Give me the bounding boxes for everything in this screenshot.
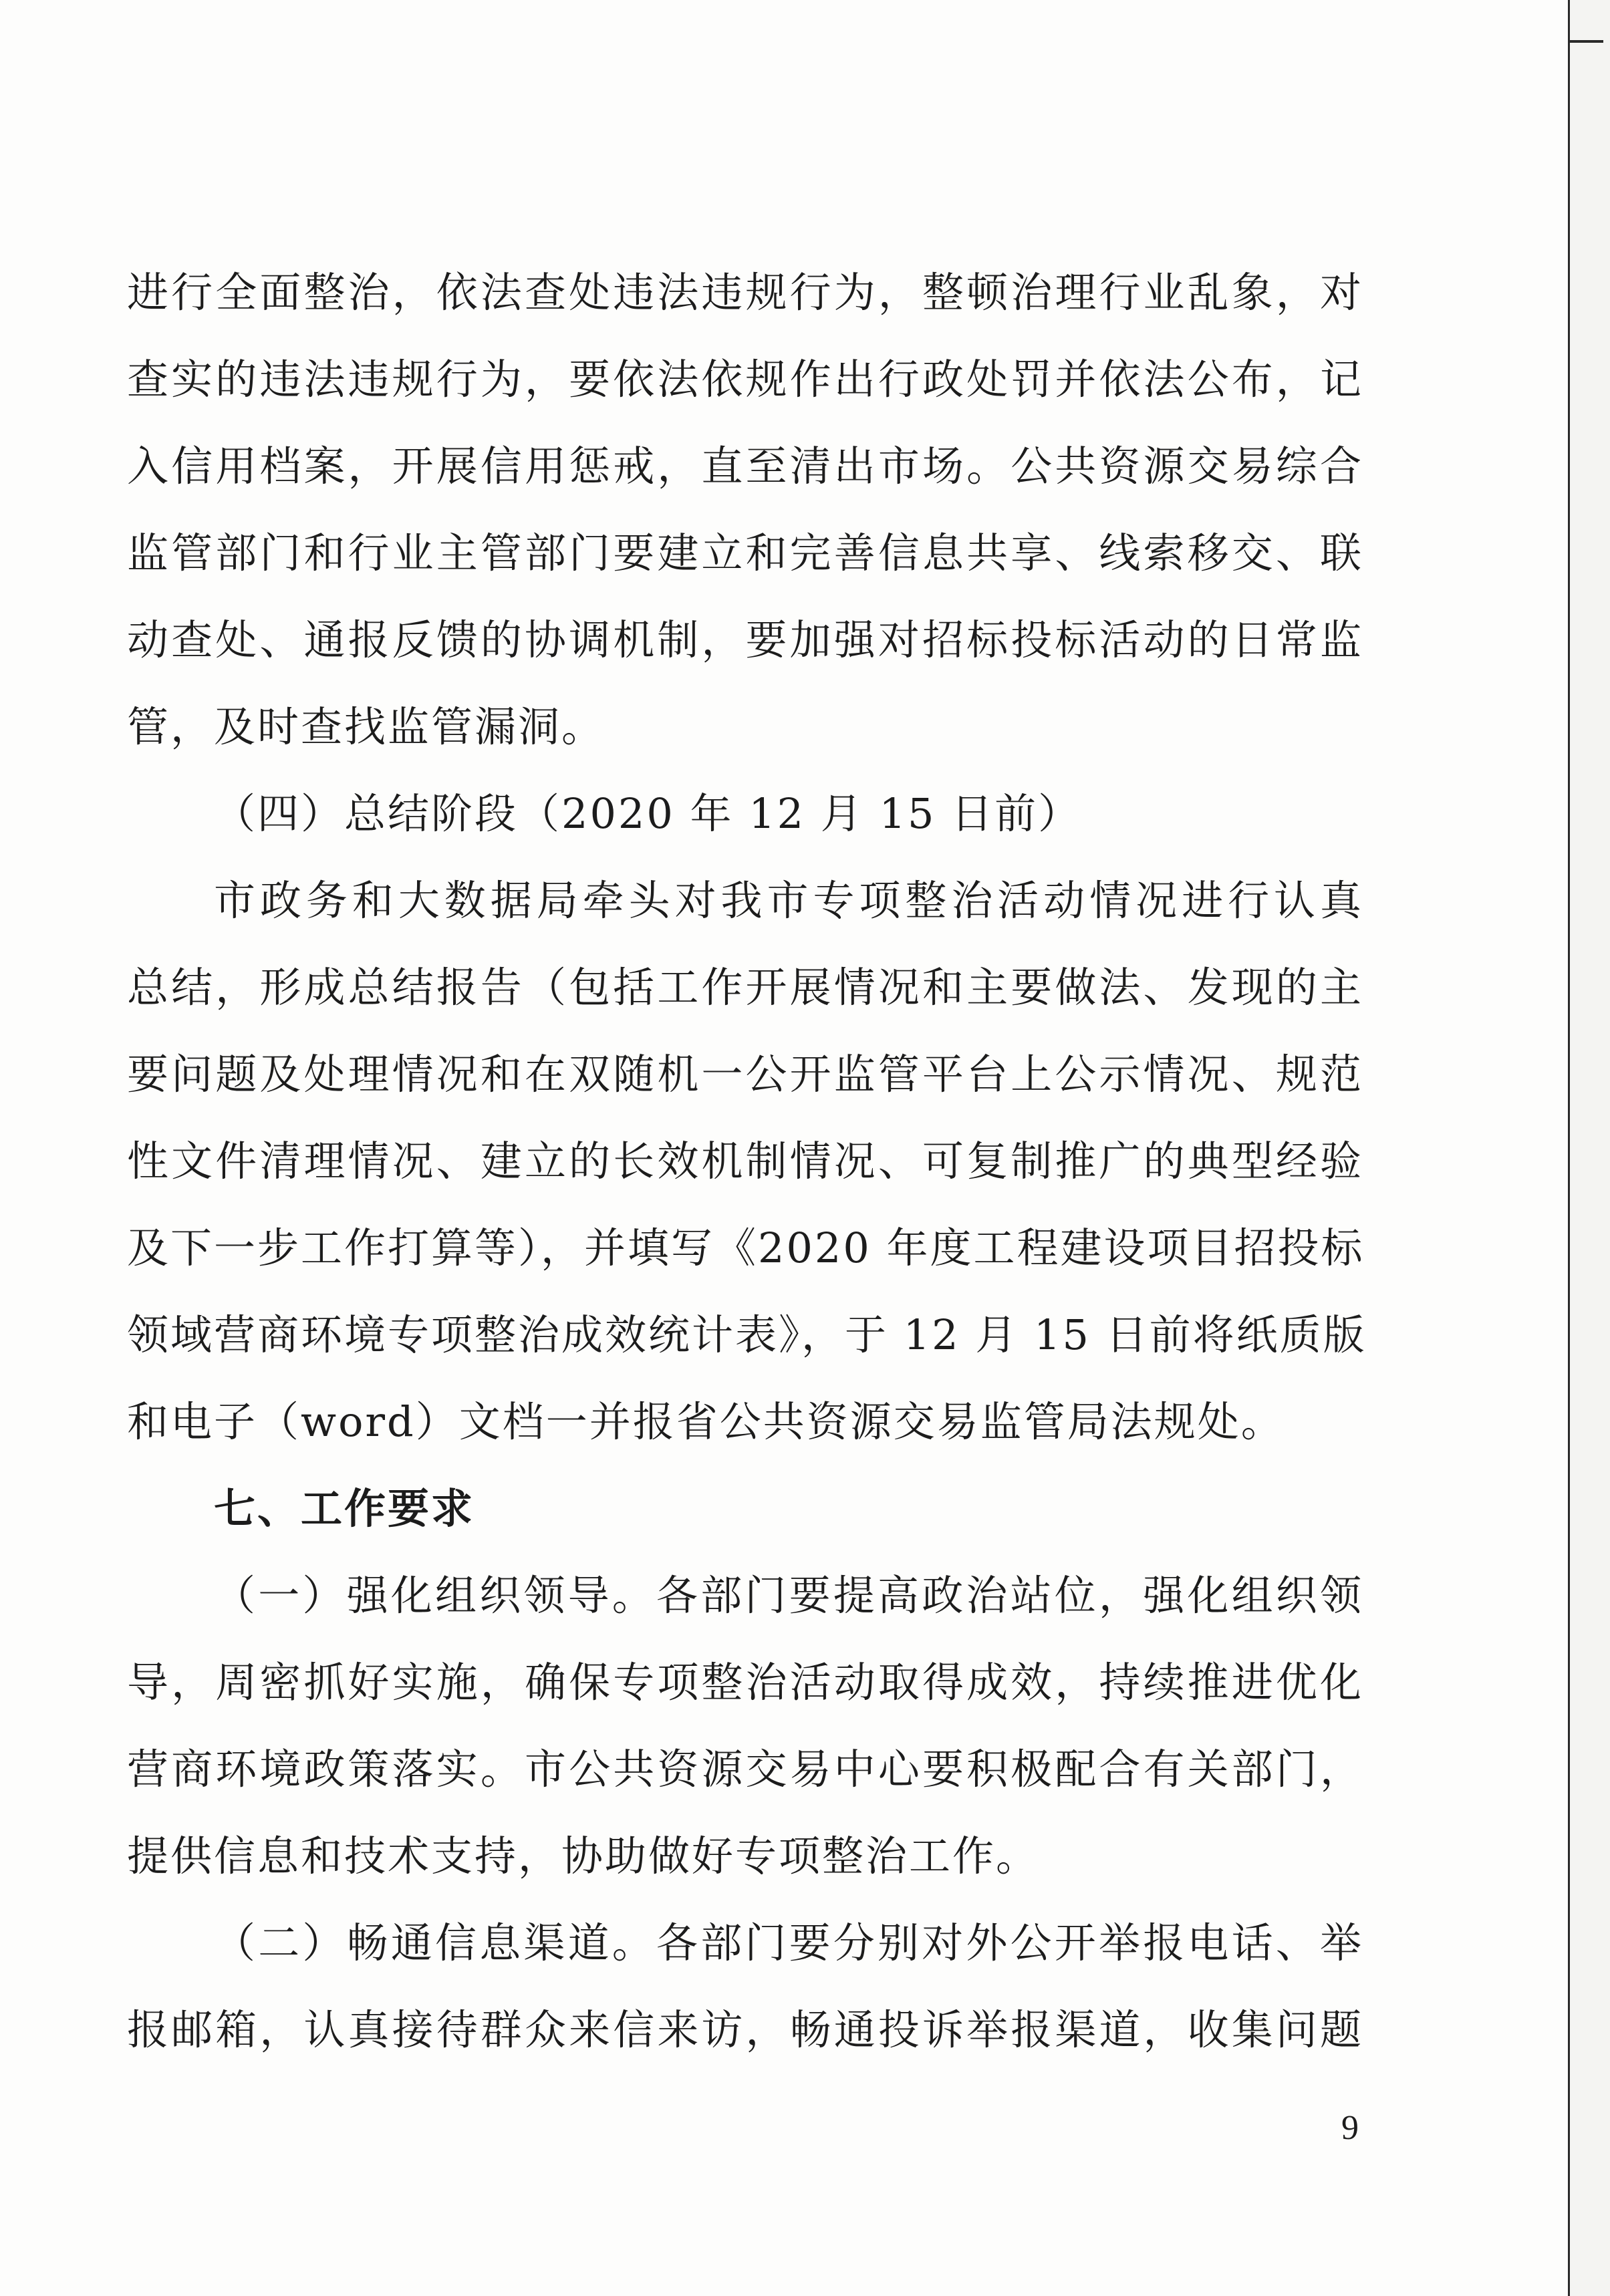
section-subheading: （四）总结阶段（2020 年 12 月 15 日前） xyxy=(214,789,1082,838)
body-line: 监管部门和行业主管部门要建立和完善信息共享、线索移交、联 xyxy=(127,529,1363,577)
body-line: （二）畅通信息渠道。各部门要分别对外公开举报电话、举 xyxy=(214,1918,1363,1967)
body-line: 导，周密抓好实施，确保专项整治活动取得成效，持续推进优化 xyxy=(127,1658,1363,1707)
body-line: 动查处、通报反馈的协调机制，要加强对招标投标活动的日常监 xyxy=(127,615,1363,664)
body-line: 管，及时查找监管漏洞。 xyxy=(127,702,606,751)
body-line: 提供信息和技术支持，协助做好专项整治工作。 xyxy=(127,1832,1040,1880)
body-line: 和电子（word）文档一并报省公共资源交易监管局法规处。 xyxy=(127,1397,1285,1446)
body-line: 要问题及处理情况和在双随机一公开监管平台上公示情况、规范 xyxy=(127,1050,1363,1099)
body-line: 及下一步工作打算等），并填写《2020 年度工程建设项目招投标 xyxy=(127,1224,1365,1272)
body-line: 入信用档案，开展信用惩戒，直至清出市场。公共资源交易综合 xyxy=(127,442,1363,490)
body-line: 领域营商环境专项整治成效统计表》，于 12 月 15 日前将纸质版 xyxy=(127,1310,1367,1359)
body-line: 营商环境政策落实。市公共资源交易中心要积极配合有关部门， xyxy=(127,1745,1363,1793)
section-heading: 七、工作要求 xyxy=(214,1484,475,1533)
body-line: 总结，形成总结报告（包括工作开展情况和主要做法、发现的主 xyxy=(127,963,1363,1012)
body-line: （一）强化组织领导。各部门要提高政治站位，强化组织领 xyxy=(214,1571,1363,1620)
body-line: 市政务和大数据局牵头对我市专项整治活动情况进行认真 xyxy=(214,876,1363,925)
scan-border xyxy=(1568,0,1610,2296)
body-line: 查实的违法违规行为，要依法依规作出行政处罚并依法公布，记 xyxy=(127,355,1363,404)
body-line: 性文件清理情况、建立的长效机制情况、可复制推广的典型经验 xyxy=(127,1137,1363,1185)
scan-border-tick xyxy=(1570,40,1603,43)
body-line: 进行全面整治，依法查处违法违规行为，整顿治理行业乱象，对 xyxy=(127,268,1363,317)
page-number: 9 xyxy=(1341,2109,1359,2147)
body-line: 报邮箱，认真接待群众来信来访，畅通投诉举报渠道，收集问题 xyxy=(127,2005,1363,2054)
